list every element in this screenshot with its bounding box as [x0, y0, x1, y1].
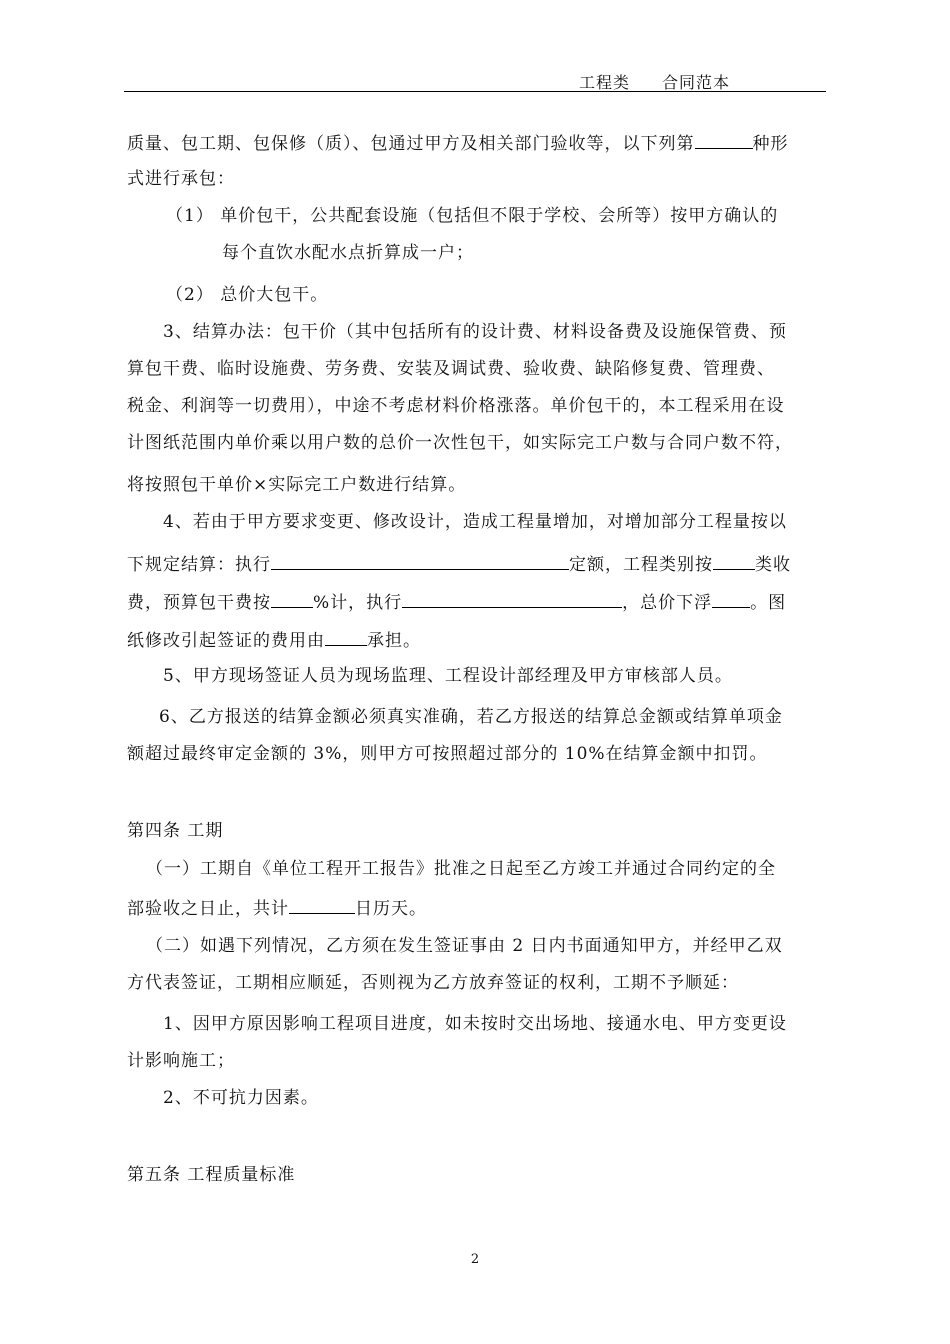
line-text: ，总价下浮 [622, 593, 713, 613]
line-text: %计，执行 [313, 593, 403, 613]
text-line: 税金、利润等一切费用），中途不考虑材料价格涨落。单价包干的，本工程采用在设 [127, 396, 785, 416]
text-line [127, 590, 827, 614]
line-text: 部验收之日止，共计 [127, 899, 289, 919]
header-text [547, 70, 730, 93]
text-line: 算包干费、临时设施费、劳务费、安装及调试费、验收费、缺陷修复费、管理费、 [127, 359, 775, 379]
blank-field [289, 896, 355, 914]
page-header [124, 66, 826, 92]
blank-field [712, 590, 750, 608]
line-text: 类收 [755, 555, 791, 575]
text-line: 5、甲方现场签证人员为现场监理、工程设计部经理及甲方审核部人员。 [163, 666, 733, 686]
text-line [127, 552, 827, 576]
line-text: 质量、包工期、包保修（质）、包通过甲方及相关部门验收等，以下列第 [127, 134, 695, 154]
text-line: （一）工期自《单位工程开工报告》批准之日起至乙方竣工并通过合同约定的全 [146, 859, 776, 879]
line-text: 费，预算包干费按 [127, 593, 271, 613]
header-doc-type: 合同范本 [661, 73, 730, 92]
blank-field [325, 628, 367, 646]
text-line: 方代表签证，工期相应顺延，否则视为乙方放弃签证的权利，工期不予顺延： [127, 973, 739, 993]
line-text: 种形 [752, 134, 789, 154]
blank-field [402, 590, 622, 608]
text-line: 4、若由于甲方要求变更、修改设计，造成工程量增加，对增加部分工程量按以 [163, 512, 787, 532]
text-line: （二）如遇下列情况，乙方须在发生签证事由 2 日内书面通知甲方，并经甲乙双 [146, 936, 783, 956]
text-line: 6、乙方报送的结算金额必须真实准确，若乙方报送的结算总金额或结算单项金 [159, 707, 783, 727]
line-text: 。图 [750, 593, 787, 613]
text-line: （1） 单价包干，公共配套设施（包括但不限于学校、会所等）按甲方确认的 [166, 206, 779, 226]
section-heading-4: 第四条 工期 [127, 821, 224, 841]
text-line: 3、结算办法：包干价（其中包括所有的设计费、材料设备费及设施保管费、预 [163, 322, 787, 342]
text-line: 额超过最终审定金额的 3%，则甲方可按照超过部分的 10%在结算金额中扣罚。 [127, 744, 768, 764]
text-line: 1、因甲方原因影响工程项目进度，如未按时交出场地、接通水电、甲方变更设 [163, 1014, 787, 1034]
line-text: 纸修改引起签证的费用由 [127, 631, 325, 651]
text-line: 2、不可抗力因素。 [163, 1088, 319, 1108]
blank-field [271, 590, 313, 608]
text-line [127, 896, 827, 920]
text-line: 每个直饮水配水点折算成一户； [222, 243, 474, 263]
blank-field [713, 552, 755, 570]
text-line [127, 131, 827, 155]
line-text: 定额，工程类别按 [569, 555, 713, 575]
header-category: 工程类 [578, 73, 630, 92]
blank-field [271, 552, 569, 570]
text-line [127, 628, 827, 652]
text-line: 计图纸范围内单价乘以用户数的总价一次性包干，如实际完工户数与合同户数不符， [127, 433, 793, 453]
line-text: 日历天。 [355, 899, 427, 919]
section-heading-5: 第五条 工程质量标准 [127, 1165, 296, 1185]
line-text: 下规定结算：执行 [127, 555, 271, 575]
text-line: 式进行承包： [127, 169, 235, 189]
text-line: 将按照包干单价×实际完工户数进行结算。 [127, 475, 467, 495]
blank-field [695, 131, 753, 149]
page-number: 2 [470, 1252, 480, 1267]
header-rule [124, 91, 826, 92]
line-text: 承担。 [367, 631, 421, 651]
text-line: （2） 总价大包干。 [166, 285, 329, 305]
text-line: 计影响施工； [127, 1051, 235, 1071]
